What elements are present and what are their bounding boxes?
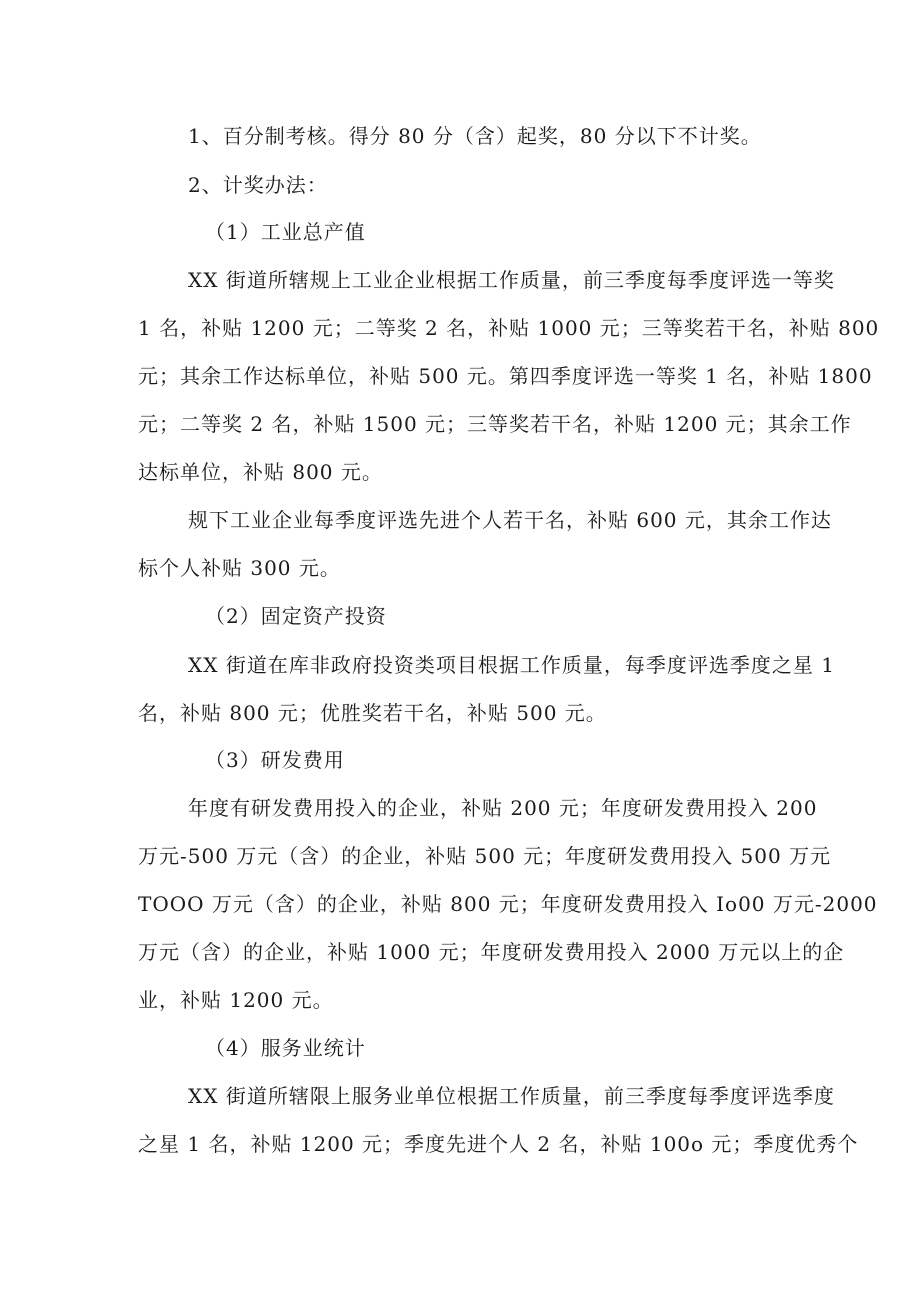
- text-line: XX 街道在库非政府投资类项目根据工作质量，每季度评选季度之星 1: [188, 653, 835, 677]
- section-heading-rd-expenses: （3）研发费用: [205, 748, 345, 772]
- text-line: 元；二等奖 2 名，补贴 1500 元；三等奖若干名，补贴 1200 元；其余工作: [138, 412, 852, 436]
- text-line: 达标单位，补贴 800 元。: [138, 460, 383, 484]
- text-line: 规下工业企业每季度评选先进个人若干名，补贴 600 元，其余工作达: [188, 508, 832, 532]
- text-line: 名，补贴 800 元；优胜奖若干名，补贴 500 元。: [138, 701, 607, 725]
- text-line: 业，补贴 1200 元。: [138, 988, 334, 1012]
- section-heading-industrial-output: （1）工业总产值: [205, 220, 366, 244]
- text-line: TOOO 万元（含）的企业，补贴 800 元；年度研发费用投入 Io00 万元-2000: [138, 892, 878, 916]
- paragraph-scoring-rule: 1、百分制考核。得分 80 分（含）起奖，80 分以下不计奖。: [188, 124, 762, 148]
- text-line: 元；其余工作达标单位，补贴 500 元。第四季度评选一等奖 1 名，补贴 1800: [138, 364, 873, 388]
- section-heading-service-statistics: （4）服务业统计: [205, 1036, 366, 1060]
- text-line: 万元（含）的企业，补贴 1000 元；年度研发费用投入 2000 万元以上的企: [138, 940, 845, 964]
- text-line: XX 街道所辖规上工业企业根据工作质量，前三季度每季度评选一等奖: [188, 268, 835, 292]
- text-line: XX 街道所辖限上服务业单位根据工作质量，前三季度每季度评选季度: [188, 1084, 835, 1108]
- text-line: 标个人补贴 300 元。: [138, 556, 341, 580]
- text-line: 1 名，补贴 1200 元；二等奖 2 名，补贴 1000 元；三等奖若干名，补贴 800: [138, 316, 880, 340]
- text-line: 之星 1 名，补贴 1200 元；季度先进个人 2 名，补贴 100o 元；季度优秀个: [138, 1132, 859, 1156]
- text-line: 年度有研发费用投入的企业，补贴 200 元；年度研发费用投入 200: [188, 796, 818, 820]
- paragraph-award-method-heading: 2、计奖办法：: [188, 173, 328, 197]
- text-line: 万元-500 万元（含）的企业，补贴 500 元；年度研发费用投入 500 万元: [138, 844, 832, 868]
- section-heading-fixed-asset-investment: （2）固定资产投资: [205, 604, 387, 628]
